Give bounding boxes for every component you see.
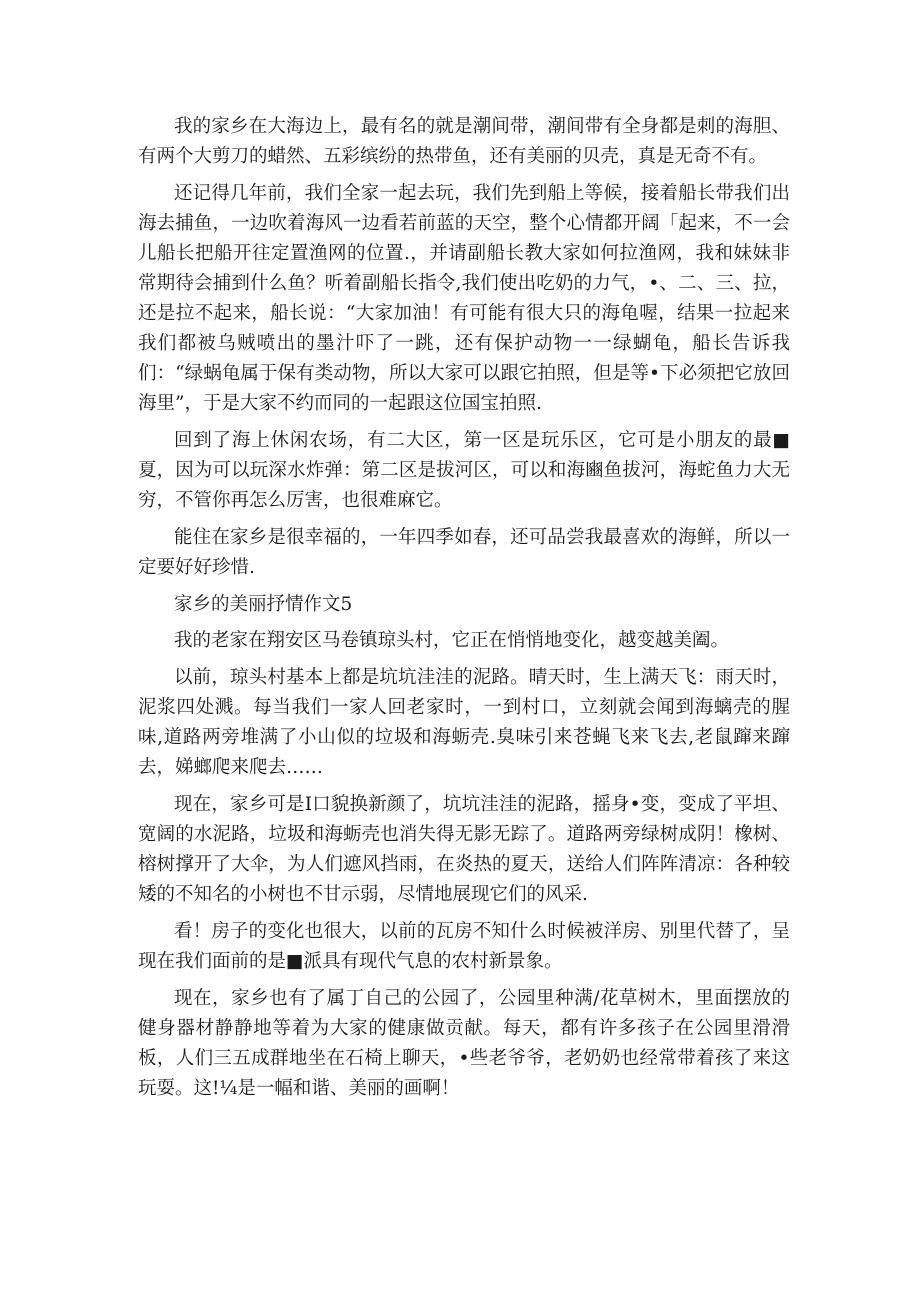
paragraph-fishing-trip: 还记得几年前，我们全家一起去玩，我们先到船上等候，接着船长带我们出海去捕鱼，一边吹着海风一边看若前蓝的天空，整个心情都开阔「起来，不一会儿船长把船开往定置渔网的位置.，并请副船长教大家如何拉渔网，我和妹妹非常期待会捕到什么鱼？听着副船长指令,我们使出吃奶的力气，•、二、三、拉，还是拉不起来，船长说：“大家加油！有可能有很大只的海龟喔，结果一拉起来我们都被乌贼喷出的墨汁吓了一跳，还有保护动物一一绿蝴龟，船长告诉我们：“绿蜗龟属于保有类动物，所以大家可以跟它拍照，但是等•下必须把它放回海里”，于是大家不约而同的一起跟这位国宝拍照.	[138, 183, 790, 414]
essay-title: 家乡的美丽抒情作文5	[174, 594, 353, 615]
paragraph-houses-change: 看！房子的变化也很大，以前的瓦房不知什么时候被洋房、别里代替了，呈现在我们面前的是■派具有现代气息的农村新景象。	[138, 921, 790, 972]
document-body	[138, 112, 790, 1111]
paragraph-village-park: 现在，家乡也有了属丁自己的公园了，公园里种满/花草树木，里面摆放的健身器材静静地等着为大家的健康做贡献。每天，都有许多孩子在公园里滑滑板，人们三五成群地坐在石椅上聊天，•些老爷爷，老奶奶也经常带着孩了来这玩耍。这!¼是一幅和谐、美丽的画啊！	[138, 988, 790, 1099]
paragraph-old-home-intro: 我的老家在翔安区马卷镇琼头村，它正在悄悄地变化，越变越美阖。	[174, 630, 730, 651]
paragraph-muddy-roads: 以前，琼头村基本上都是坑坑洼洼的泥路。晴天时，生上满天飞：雨天时，泥浆四处溅。每当我们一家人回老家时，一到村口，立刻就会闻到海螭壳的腥味,道路两旁堆满了小山似的垃圾和海蛎壳.臭味引来苍蝇飞来飞去,老鼠蹿来蹿去，娣螂爬来爬去……	[138, 667, 790, 778]
paragraph-leisure-farm: 回到了海上休闲农场，有二大区，第一区是玩乐区，它可是小朋友的最■夏，因为可以玩深水炸弹：第二区是拔河区，可以和海豳鱼拔河，海蛇鱼力大无穷，不管你再怎么厉害，也很难麻它。	[138, 430, 790, 511]
paragraph-hometown-intro: 我的家乡在大海边上，最有名的就是潮间带，潮间带有全身都是刺的海胆、有两个大剪刀的蜡然、五彩缤纷的热带鱼，还有美丽的贝壳，真是无奇不有。	[138, 116, 790, 167]
paragraph-cherish-hometown: 能住在家乡是很幸福的，一年四季如春，还可品尝我最喜欢的海鲜，所以一定要好好珍惜.	[138, 527, 790, 578]
paragraph-new-look: 现在，家乡可是I口貌换新颜了，坑坑洼洼的泥路，摇身•变，变成了平坦、宽阔的水泥路，垃圾和海蛎壳也消失得无影无踪了。道路两旁绿树成阴！橡树、榕树撑开了大伞，为人们遮风挡雨，在炎热的夏天，送给人们阵阵清凉：各种较矮的不知名的小树也不甘示弱，尽情地展现它们的风采.	[138, 794, 790, 905]
